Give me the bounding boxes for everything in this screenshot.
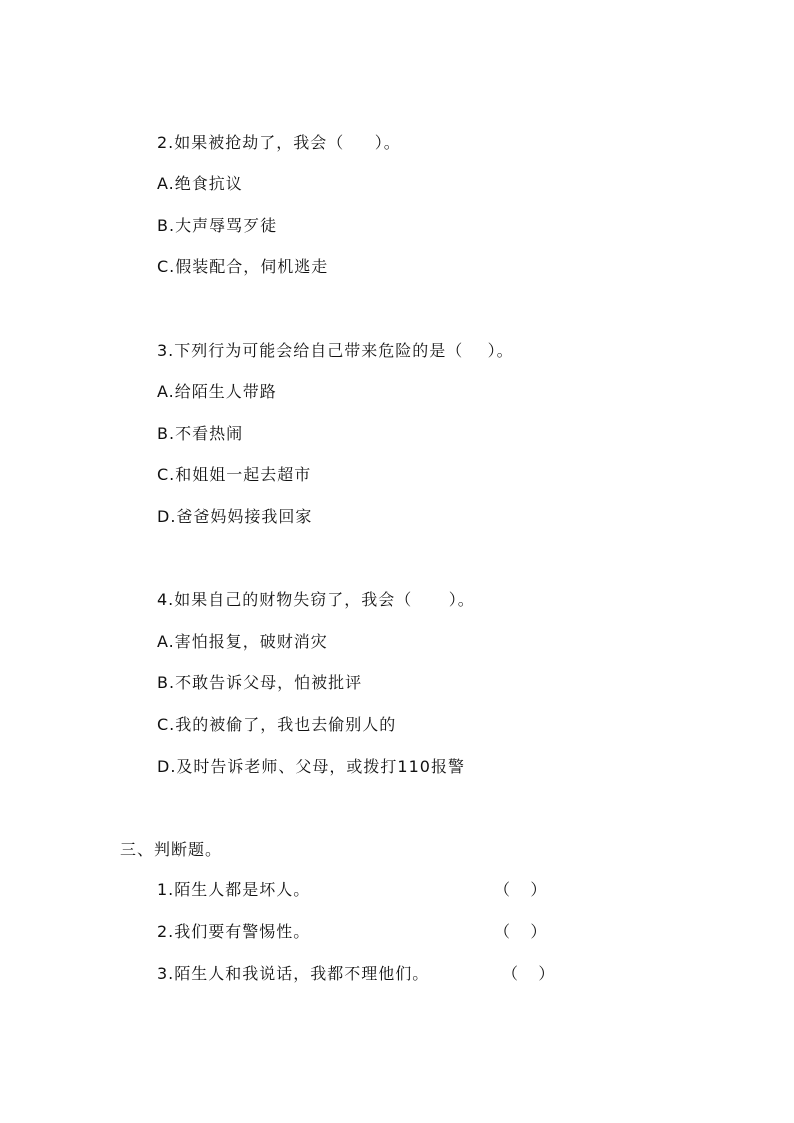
question-2-stem: 2.如果被抢劫了，我会（ ）。 <box>157 133 401 152</box>
question-3-option-c: C.和姐姐一起去超市 <box>157 465 312 484</box>
question-2-option-c: C.假装配合，伺机逃走 <box>157 257 329 276</box>
question-4-option-b: B.不敢告诉父母，怕被批评 <box>157 673 363 692</box>
question-4-option-d: D.及时告诉老师、父母，或拨打110报警 <box>157 757 465 776</box>
question-3-option-a: A.给陌生人带路 <box>157 382 277 401</box>
question-3-option-b: B.不看热闹 <box>157 424 244 443</box>
judgement-item-3-blank: （ ） <box>502 964 555 983</box>
question-3-stem: 3.下列行为可能会给自己带来危险的是（ ）。 <box>157 341 514 360</box>
question-2-option-b: B.大声辱骂歹徒 <box>157 216 278 235</box>
section-3-heading: 三、判断题。 <box>120 840 223 859</box>
judgement-item-1-blank: （ ） <box>494 880 547 899</box>
judgement-item-1: 1.陌生人都是坏人。 <box>157 880 311 899</box>
judgement-item-2: 2.我们要有警惕性。 <box>157 922 311 941</box>
question-4-option-a: A.害怕报复，破财消灾 <box>157 632 328 651</box>
question-3-option-d: D.爸爸妈妈接我回家 <box>157 507 313 526</box>
question-4-stem: 4.如果自己的财物失窃了，我会（ ）。 <box>157 590 475 609</box>
question-4-option-c: C.我的被偷了，我也去偷别人的 <box>157 715 397 734</box>
judgement-item-3: 3.陌生人和我说话，我都不理他们。 <box>157 964 430 983</box>
question-2-option-a: A.绝食抗议 <box>157 174 243 193</box>
judgement-item-2-blank: （ ） <box>494 922 547 941</box>
